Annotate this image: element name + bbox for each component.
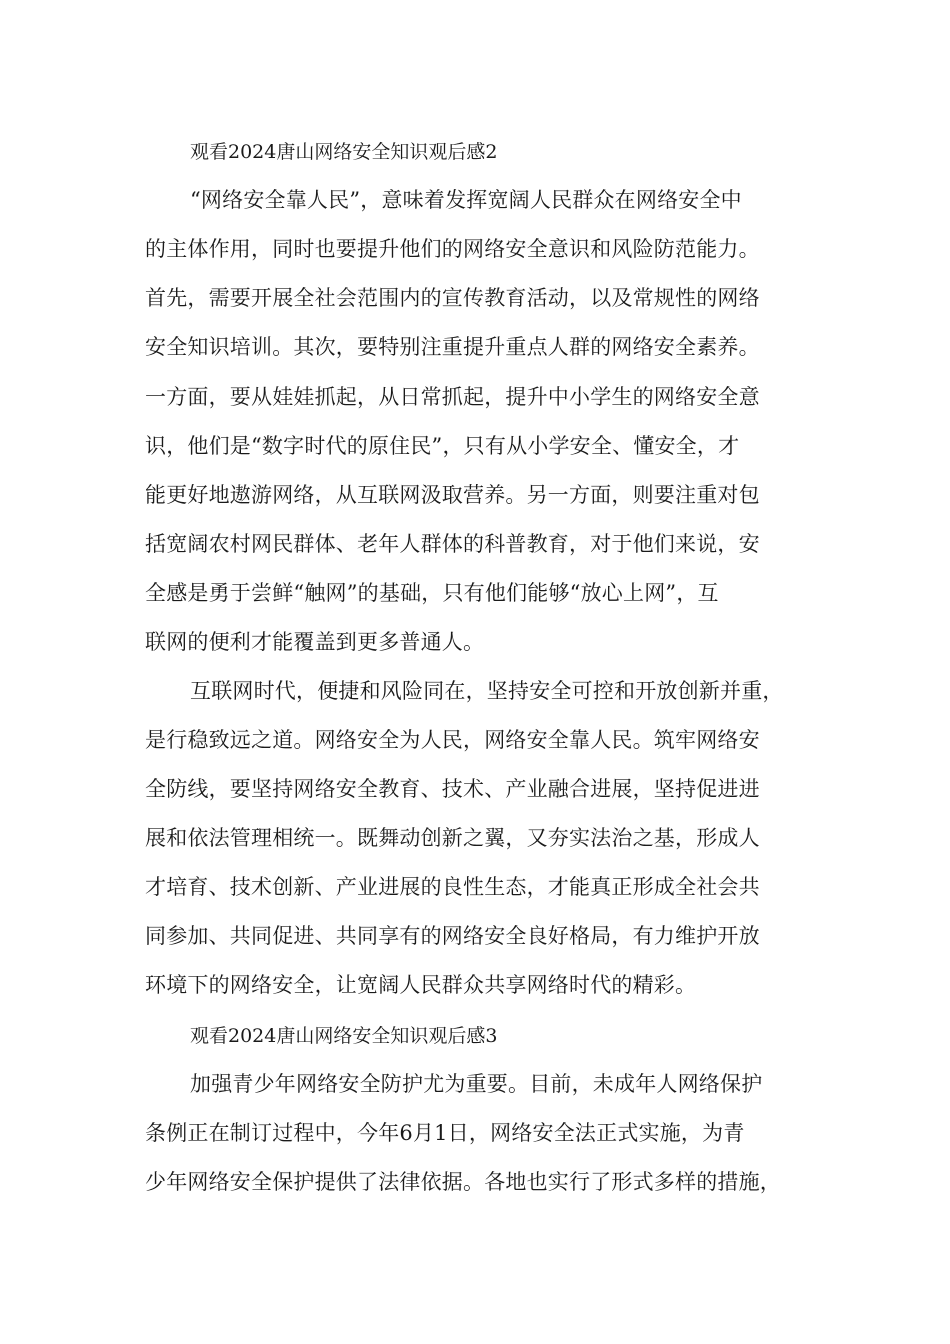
text-line: 能更好地遨游网络，从互联网汲取营养。另一方面，则要注重对包 [145, 483, 760, 507]
text-line: 条例正在制订过程中，今年6月1日，网络安全法正式实施，为青 [145, 1121, 745, 1145]
text-line: 同参加、共同促进、共同享有的网络安全良好格局，有力维护开放 [145, 924, 760, 948]
text-line: 安全知识培训。其次，要特别注重提升重点人群的网络安全素养。 [145, 335, 760, 359]
text-line: 少年网络安全保护提供了法律依据。各地也实行了形式多样的措施， [145, 1170, 781, 1194]
text-line: 加强青少年网络安全防护尤为重要。目前，未成年人网络保护 [190, 1072, 763, 1096]
text-line: 一方面，要从娃娃抓起，从日常抓起，提升中小学生的网络安全意 [145, 385, 760, 409]
text-line: 才培育、技术创新、产业进展的良性生态，才能真正形成全社会共 [145, 875, 760, 899]
text-line: 识，他们是“数字时代的原住民”，只有从小学安全、懂安全，才 [145, 434, 740, 458]
text-line: 首先，需要开展全社会范围内的宣传教育活动，以及常规性的网络 [145, 286, 760, 310]
text-line: 展和依法管理相统一。既舞动创新之翼，又夯实法治之基，形成人 [145, 826, 760, 850]
text-line: 是行稳致远之道。网络安全为人民，网络安全靠人民。筑牢网络安 [145, 728, 760, 752]
text-line: 的主体作用，同时也要提升他们的网络安全意识和风险防范能力。 [145, 237, 760, 261]
section-heading: 观看2024唐山网络安全知识观后感2 [190, 141, 498, 163]
section-heading: 观看2024唐山网络安全知识观后感3 [190, 1025, 498, 1047]
text-line: 全感是勇于尝鲜“触网”的基础，只有他们能够“放心上网”，互 [145, 581, 719, 605]
text-line: 全防线，要坚持网络安全教育、技术、产业融合进展，坚持促进进 [145, 777, 760, 801]
text-line: 括宽阔农村网民群体、老年人群体的科普教育，对于他们来说，安 [145, 532, 760, 556]
text-line: 联网的便利才能覆盖到更多普通人。 [145, 630, 485, 654]
text-line: 互联网时代，便捷和风险同在，坚持安全可控和开放创新并重， [190, 679, 784, 703]
text-line: “网络安全靠人民”，意味着发挥宽阔人民群众在网络安全中 [190, 188, 742, 212]
text-line: 环境下的网络安全，让宽阔人民群众共享网络时代的精彩。 [145, 973, 697, 997]
